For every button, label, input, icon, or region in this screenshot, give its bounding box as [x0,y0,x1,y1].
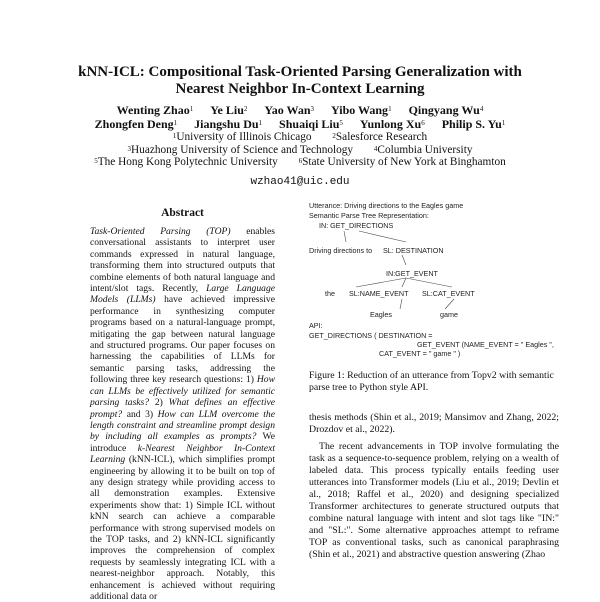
affiliation-list [40,131,560,169]
author-list [40,103,560,131]
title-line-2: Nearest Neighbor In-Context Learning [175,81,425,97]
author: Zhongfen Deng$^1$ [94,117,178,131]
tree-node-destination: SL: DESTINATION [383,246,444,255]
affiliation-line [40,144,560,157]
tree-node-root: IN: GET_DIRECTIONS [319,221,394,230]
author: Yunlong Xu$^6$ [359,117,425,131]
figure-1-caption: Figure 1: Reduction of an utterance from Topv2 with semantic parse tree to Python style API. [309,370,554,393]
paragraph: The recent advancements in TOP involve formulating the task as a sequence-to-sequence problem, relying on a wealth of labeled data. This process typically entails feeding user utterances into Transformer models (Liu et al., 2019; Devlin et al., 2018; Raffel et al., 2020) and designing specialized Transformer architectures to generate structured outputs that combine natural language with intent and slot tags like "IN:" and "SL:". Some alternative approaches attempt to reframe TOP as conventional tasks, such as canonical paraphrasing (Shin et al., 2021) and abstractive question answering (Zhao [309,441,559,560]
author: Qingyang Wu$^4$ [408,103,484,117]
utterance-text: Utterance: Driving directions to the Eagles game [309,201,464,210]
author: Shuaiqi Liu$^5$ [279,117,343,131]
abstract-heading: Abstract [161,207,204,219]
title-line-1: kNN-ICL: Compositional Task-Oriented Parsing Generalization with [78,64,522,80]
affiliation: $^1$University of Illinois Chicago [172,131,312,143]
author-line-2 [40,117,560,131]
figure-1-parse-tree [309,199,559,367]
contact-email: wzhao41@uic.edu [250,176,350,188]
paper-title [40,64,560,98]
tree-node-driving: Driving directions to [309,246,373,255]
author: Wenting Zhao$^1$ [116,103,194,117]
affiliation: $^3$Huazhong University of Science and Technology [127,143,354,156]
author: Yibo Wang$^1$ [331,103,392,117]
api-label: API: [309,321,323,330]
tree-node-the: the [325,289,335,298]
affiliation: $^2$Salesforce Research [332,131,428,143]
author: Ye Liu$^2$ [210,103,248,117]
author: Philip S. Yu$^1$ [441,117,506,131]
author: Jiangshu Du$^1$ [194,117,263,131]
affiliation-line [40,156,560,169]
tree-node-name-event: SL:NAME_EVENT [349,289,409,298]
tree-node-game: game [440,310,458,319]
api-line-3: CAT_EVENT = " game " ) [379,349,461,358]
affiliation: $^5$The Hong Kong Polytechnic University [94,156,278,169]
affiliation: $^4$Columbia University [373,143,473,156]
api-line-1: GET_DIRECTIONS ( DESTINATION = [309,331,433,340]
api-line-2: GET_EVENT (NAME_EVENT = " Eagles ", [417,340,554,349]
abstract-body: Task-Oriented Parsing (TOP) enables conversational assistants to interpret user commands expressed in natural language, transforming them into structured outputs that combine elements of both natural language and intent/slot tags. Recently, Large Language Models (LLMs) have achieved impressive performance in synthesizing computer programs based on a natural-language prompt, mitigating the gap between natural language and structured programs. Our paper focuses on harnessing the capabilities of LLMs for semantic parsing tasks, addressing the following three key research questions: 1) How can LLMs be effectively utilized for semantic parsing tasks? 2) What defines an effective prompt? and 3) How can LLM overcome the length constraint and streamline prompt design by including all examples as prompts? We introduce k-Nearest Neighbor In-Context Learning (kNN-ICL), which simplifies prompt engineering by allowing it to be built on top of any design strategy while providing access to all demonstration examples. Extensive experiments show that: 1) Simple ICL without kNN search can achieve a comparable performance with strong supervised models on the TOP tasks, and 2) kNN-ICL significantly improves the comprehension of complex requests by seamlessly integrating ICL with a nearest-neighbor approach. Notably, this enhancement is achieved without requiring additional data or [90,226,276,602]
author-line-1 [40,103,560,117]
tree-node-get-event: IN:GET_EVENT [386,269,438,278]
body-text-right-column [309,412,559,561]
tree-node-eagles: Eagles [370,310,392,319]
tree-node-cat-event: SL:CAT_EVENT [422,289,475,298]
author: Yao Wan$^3$ [264,103,315,117]
affiliation: $^6$State University of New York at Binghamton [298,156,506,169]
paragraph: thesis methods (Shin et al., 2019; Mansimov and Zhang, 2022; Drozdov et al., 2022). [309,412,559,435]
affiliation-line [40,131,560,144]
tree-label: Semantic Parse Tree Representation: [309,211,429,220]
